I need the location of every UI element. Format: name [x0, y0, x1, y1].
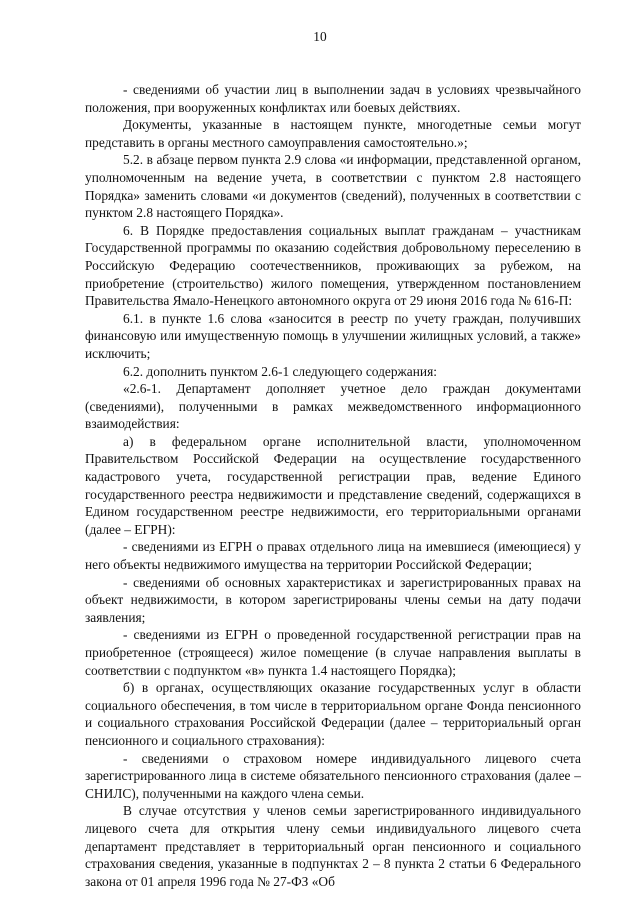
paragraph-6-1: 6.1. в пункте 1.6 слова «заносится в реестр по учету граждан, получивших финансовую или имущественную помощь в улучшении жилищных условий, а также» исключить;	[85, 310, 581, 361]
paragraph-6: 6. В Порядке предоставления социальных выплат гражданам – участникам Государственной программы по оказанию содействия добровольному переселению в Российскую Федерацию соотечественников, проживающих за рубежом, на приобретение (строительство) жилого помещения, утвержденном постановлением Правительства Ямало-Ненецкого автономного округа от 29 июня 2016 года № 616-П:	[85, 222, 581, 309]
page-number: 10	[313, 29, 327, 44]
paragraph-subitem-a: а) в федеральном органе исполнительной власти, уполномоченном Правительством Российской Федерации на осуществление государственного кадастрового учета, государственной регистрации прав, ведение Единого государственного реестра недвижимости и представление сведений, содержащихся в Едином государственном реестре недвижимости, его территориальными органами (далее – ЕГРН):	[85, 433, 581, 537]
list-item-egrn-rights: - сведениями из ЕГРН о правах отдельного лица на имевшиеся (имеющиеся) у него объекты недвижимого имущества на территории Российской Федерации;	[85, 539, 581, 573]
paragraph-5-2: 5.2. в абзаце первом пункта 2.9 слова «и информации, представленной органом, уполномоченным на ведение учета, в соответствии с пунктом 2.8 настоящего Порядка» заменить словами «и документов (сведений), полученных в соответствии с пунктом 2.8 настоящего Порядка».	[85, 152, 581, 221]
list-item-property-characteristics: - сведениями об основных характеристиках и зарегистрированных правах на объект недвижимости, в котором зарегистрированы члены семьи на дату подачи заявления;	[85, 574, 581, 625]
paragraph-6-2: 6.2. дополнить пунктом 2.6-1 следующего содержания:	[123, 363, 437, 379]
paragraph-no-account: В случае отсутствия у членов семьи зарегистрированного индивидуального лицевого счета для открытия члену семьи индивидуального лицевого счета департамент представляет в территориальный орган пенсионного и социального страхования сведения, указанные в подпунктах 2 – 8 пункта 2 статьи 6 Федерального закона от 01 апреля 1996 года № 27-ФЗ «Об	[85, 803, 581, 889]
list-item-snils: - сведениями о страховом номере индивидуального лицевого счета зарегистрированного лица в системе обязательного пенсионного страхования (далее – СНИЛС), полученными на каждого члена семьи.	[85, 750, 581, 801]
document-body	[85, 81, 581, 890]
paragraph-emergency-participation: - сведениями об участии лиц в выполнении задач в условиях чрезвычайного положения, при вооруженных конфликтах или боевых действиях.	[85, 82, 581, 115]
paragraph-subitem-b: б) в органах, осуществляющих оказание государственных услуг в области социального обеспечения, в том числе в территориальном органе Фонда пенсионного и социального страхования Российской Федерации (далее – территориальный орган пенсионного и социального страхования):	[85, 680, 581, 748]
list-item-egrn-registration: - сведениями из ЕГРН о проведенной государственной регистрации прав на приобретенное (строящееся) жилое помещение (в случае направления выплаты в соответствии с подпунктом «в» пункта 1.4 настоящего Порядка);	[85, 627, 581, 678]
paragraph-documents-submission: Документы, указанные в настоящем пункте, многодетные семьи могут представить в органы местного самоуправления самостоятельно.»;	[85, 117, 581, 150]
paragraph-2-6-1: «2.6-1. Департамент дополняет учетное дело граждан документами (сведениями), полученными в рамках межведомственного информационного взаимодействия:	[85, 381, 581, 432]
